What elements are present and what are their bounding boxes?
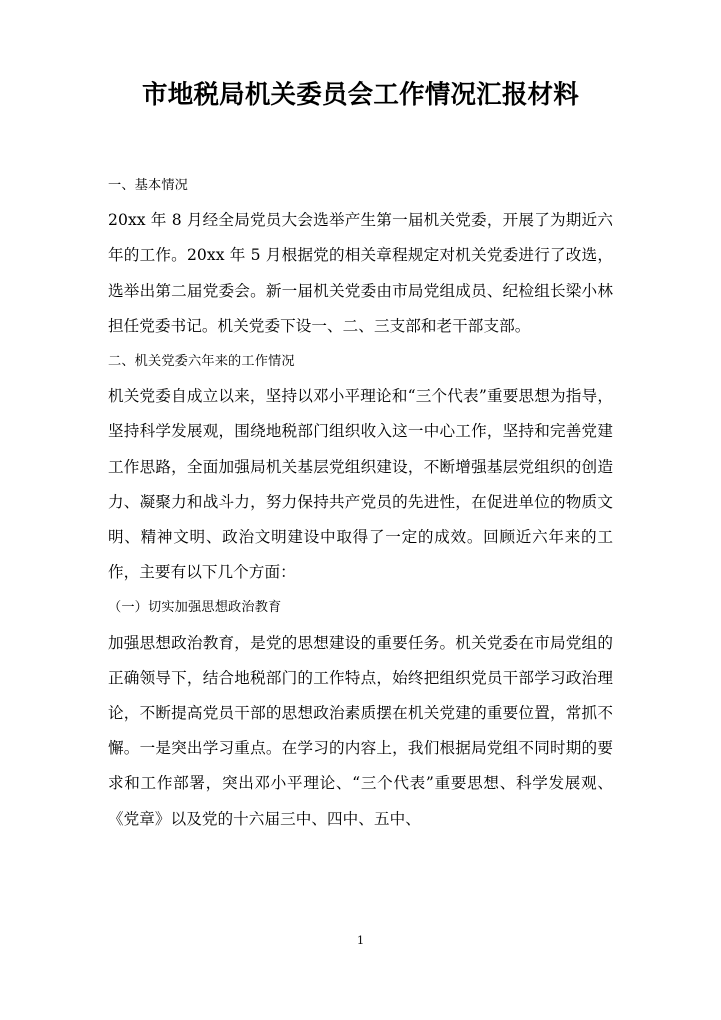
section-heading-2: 二、机关党委六年来的工作情况 <box>108 354 295 370</box>
document-body <box>108 168 613 837</box>
subsection-heading-1: （一）切实加强思想政治教育 <box>108 600 282 616</box>
paragraph-six-years-work: 机关党委自成立以来，坚持以邓小平理论和“三个代表”重要思想为指导，坚持科学发展观，围绕地税部门组织收入这一中心工作，坚持和完善党建工作思路，全面加强局机关基层党组织建设，不断增强基层党组织的创造力、凝聚力和战斗力，努力保持共产党员的先进性，在促进单位的物质文明、精神文明、政治文明建设中取得了一定的成效。回顾近六年来的工作，主要有以下几个方面： <box>108 387 613 582</box>
page-number: 1 <box>356 933 365 947</box>
document-title: 市地税局机关委员会工作情况汇报材料 <box>142 80 579 110</box>
paragraph-basic-situation: 20xx 年 8 月经全局党员大会选举产生第一届机关党委，开展了为期近六年的工作。20xx 年 5 月根据党的相关章程规定对机关党委进行了改选，选举出第二届党委会。新一届机关党委由市局党组成员、纪检组长梁小林担任党委书记。机关党委下设一、二、三支部和老干部支部。 <box>108 211 613 335</box>
paragraph-ideological-education: 加强思想政治教育，是党的思想建设的重要任务。机关党委在市局党组的正确领导下，结合地税部门的工作特点，始终把组织党员干部学习政治理论，不断提高党员干部的思想政治素质摆在机关党建的重要位置，常抓不懈。一是突出学习重点。在学习的内容上，我们根据局党组不同时期的要求和工作部署，突出邓小平理论、“三个代表”重要思想、科学发展观、《党章》以及党的十六届三中、四中、五中、 <box>108 633 613 828</box>
section-heading-1: 一、基本情况 <box>108 178 189 193</box>
